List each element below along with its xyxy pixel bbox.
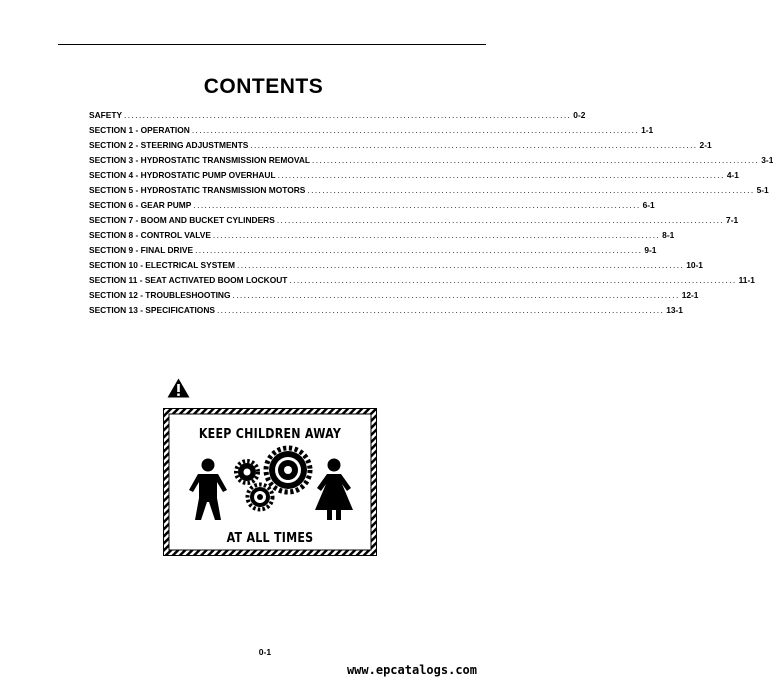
sign-bottom-text: AT ALL TIMES (226, 530, 314, 546)
toc-page: 10-1 (686, 260, 703, 270)
toc-page: 13-1 (666, 305, 683, 315)
toc-leader-dots: ........................................................................................................................ (236, 260, 685, 270)
gears-icon (236, 448, 310, 510)
toc-page: 9-1 (644, 245, 657, 255)
toc-page: 3-1 (761, 155, 773, 165)
toc-page: 2-1 (699, 140, 712, 150)
toc-row (89, 245, 657, 260)
toc-leader-dots: ........................................................................................................................ (277, 170, 725, 180)
toc-row (89, 170, 739, 185)
toc-row (89, 230, 675, 245)
toc-label: SECTION 1 - OPERATION (89, 125, 190, 135)
sign-top-text: KEEP CHILDREN AWAY (198, 426, 342, 442)
toc-leader-dots: ........................................................................................................................ (312, 155, 760, 165)
toc-label: SECTION 9 - FINAL DRIVE (89, 245, 194, 255)
top-rule (58, 44, 486, 45)
toc-row (89, 215, 739, 230)
toc-label: SECTION 13 - SPECIFICATIONS (89, 305, 215, 315)
toc-leader-dots: ........................................................................................................................ (289, 275, 737, 285)
toc-page: 4-1 (726, 170, 739, 180)
toc-page: 5-1 (756, 185, 769, 195)
toc-page: 7-1 (726, 215, 739, 225)
toc-label: SECTION 12 - TROUBLESHOOTING (89, 290, 231, 300)
toc-leader-dots: ........................................................................................................................ (232, 290, 680, 300)
toc-row (89, 110, 586, 125)
toc-row (89, 125, 654, 140)
toc-label: SECTION 7 - BOOM AND BUCKET CYLINDERS (89, 215, 275, 225)
toc-row (89, 275, 755, 290)
toc-page: 12-1 (681, 290, 699, 300)
toc-leader-dots: ........................................................................................................................ (193, 200, 641, 210)
toc-row (89, 140, 712, 155)
toc-label: SAFETY (89, 110, 123, 120)
toc-label: SECTION 2 - STEERING ADJUSTMENTS (89, 140, 249, 150)
toc-label: SECTION 4 - HYDROSTATIC PUMP OVERHAUL (89, 170, 276, 180)
toc-label: SECTION 3 - HYDROSTATIC TRANSMISSION REMOVAL (89, 155, 311, 165)
toc-leader-dots: ........................................................................................................................ (124, 110, 572, 120)
page-title: CONTENTS (203, 75, 324, 98)
toc-label: SECTION 5 - HYDROSTATIC TRANSMISSION MOTORS (89, 185, 306, 195)
toc-page: 8-1 (662, 230, 675, 240)
toc-row (89, 290, 699, 305)
toc-leader-dots: ........................................................................................................................ (212, 230, 661, 240)
toc-row (89, 200, 655, 215)
toc-page: 1-1 (641, 125, 654, 135)
keep-children-away-sign (163, 408, 377, 556)
table-of-contents (89, 110, 773, 320)
toc-page: 11-1 (738, 275, 755, 285)
toc-leader-dots: ........................................................................................................................ (250, 140, 698, 150)
toc-row (89, 185, 769, 200)
child-boy-icon (189, 459, 227, 521)
toc-row (89, 305, 683, 320)
toc-leader-dots: ........................................................................................................................ (307, 185, 755, 195)
warning-triangle-icon (167, 378, 190, 398)
page-number: 0-1 (258, 647, 272, 657)
toc-leader-dots: ........................................................................................................................ (195, 245, 643, 255)
toc-row (89, 155, 773, 170)
toc-label: SECTION 11 - SEAT ACTIVATED BOOM LOCKOUT (89, 275, 288, 285)
toc-leader-dots: ........................................................................................................................ (276, 215, 725, 225)
toc-leader-dots: ........................................................................................................................ (191, 125, 640, 135)
watermark: www.epcatalogs.com (346, 663, 477, 677)
toc-label: SECTION 8 - CONTROL VALVE (89, 230, 211, 240)
toc-page: 6-1 (642, 200, 655, 210)
toc-leader-dots: ........................................................................................................................ (216, 305, 665, 315)
toc-label: SECTION 10 - ELECTRICAL SYSTEM (89, 260, 235, 270)
toc-page: 0-2 (573, 110, 586, 120)
toc-label: SECTION 6 - GEAR PUMP (89, 200, 192, 210)
child-girl-icon (315, 459, 353, 521)
toc-row (89, 260, 703, 275)
